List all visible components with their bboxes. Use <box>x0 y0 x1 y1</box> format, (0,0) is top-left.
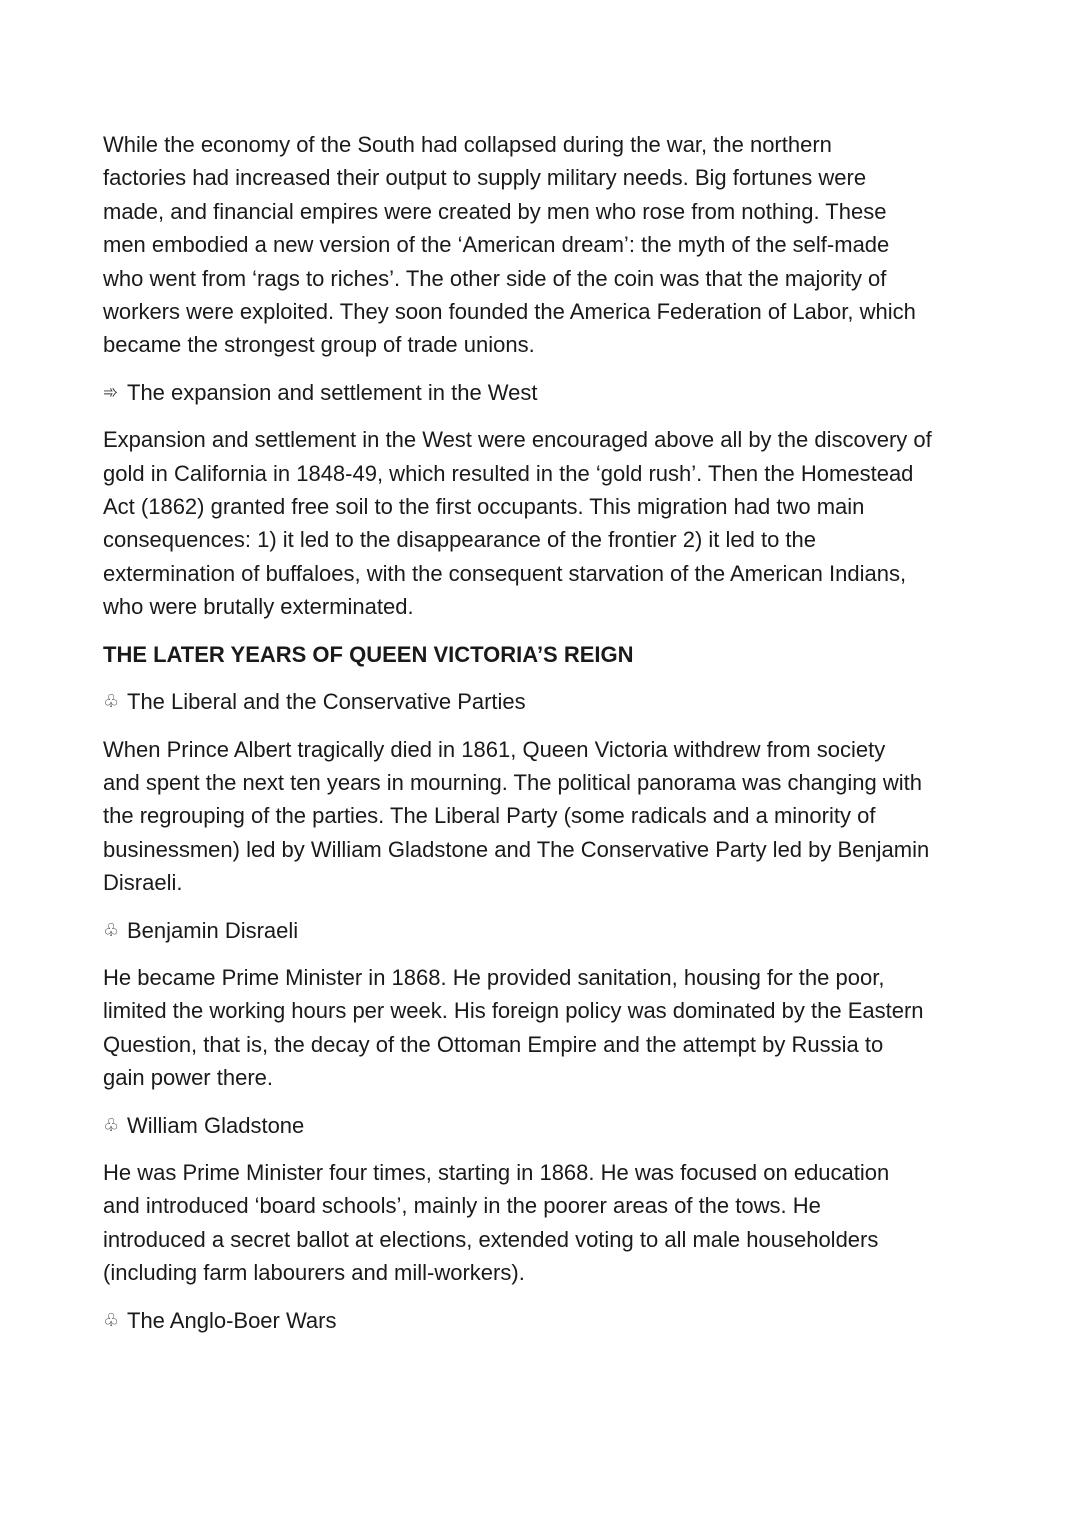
text-line: workers were exploited. They soon founded the America Federation of Labor, which <box>103 299 916 325</box>
text-line: gain power there. <box>103 1065 273 1091</box>
text-line: became the strongest group of trade unions. <box>103 332 535 358</box>
text-line: introduced a secret ballot at elections, extended voting to all male householders <box>103 1226 879 1252</box>
subheading-label: Benjamin Disraeli <box>127 917 299 943</box>
subheading-gladstone <box>103 1109 993 1142</box>
text-line: consequences: 1) it led to the disappearance of the frontier 2) it led to the <box>103 527 817 553</box>
text-line: businessmen) led by William Gladstone and The Conservative Party led by Benjamin <box>103 836 930 862</box>
text-line: gold in California in 1848-49, which resulted in the ‘gold rush’. Then the Homestead <box>103 460 914 486</box>
text-line: the regrouping of the parties. The Liberal Party (some radicals and a minority of <box>103 803 876 829</box>
text-line: He was Prime Minister four times, starting in 1868. He was focused on education <box>103 1159 890 1185</box>
subheading-disraeli <box>103 914 993 947</box>
text-line: who were brutally exterminated. <box>103 594 414 620</box>
document-page <box>103 128 993 1351</box>
text-line: and spent the next ten years in mourning. The political panorama was changing with <box>103 769 922 795</box>
paragraph-north-economy <box>103 128 993 362</box>
club-bullet-icon: ♧ <box>103 691 120 713</box>
subheading-west-expansion <box>103 376 993 409</box>
subheading-label: William Gladstone <box>127 1112 305 1138</box>
text-line: made, and financial empires were created by men who rose from nothing. These <box>103 198 887 224</box>
text-line: extermination of buffaloes, with the consequent starvation of the American Indians, <box>103 560 907 586</box>
text-line: men embodied a new version of the ‘American dream’: the myth of the self-made <box>103 232 890 258</box>
paragraph-gladstone <box>103 1156 993 1290</box>
text-line: While the economy of the South had collapsed during the war, the northern <box>103 132 832 157</box>
text-line: Question, that is, the decay of the Ottoman Empire and the attempt by Russia to <box>103 1031 884 1057</box>
text-line: Disraeli. <box>103 870 183 896</box>
subheading-boer-wars <box>103 1304 993 1337</box>
paragraph-parties <box>103 733 993 900</box>
text-line: He became Prime Minister in 1868. He provided sanitation, housing for the poor, <box>103 964 885 990</box>
club-bullet-icon: ♧ <box>103 1309 120 1331</box>
subheading-label: The Anglo-Boer Wars <box>127 1307 337 1333</box>
paragraph-west-expansion <box>103 423 993 623</box>
text-line: limited the working hours per week. His foreign policy was dominated by the Eastern <box>103 998 924 1024</box>
paragraph-disraeli <box>103 961 993 1095</box>
subheading-label: The expansion and settlement in the West <box>127 379 538 405</box>
text-line: When Prince Albert tragically died in 1861, Queen Victoria withdrew from society <box>103 736 886 762</box>
text-line: who went from ‘rags to riches’. The other side of the coin was that the majority of <box>103 265 887 291</box>
club-bullet-icon: ♧ <box>103 919 120 941</box>
text-line: Act (1862) granted free soil to the first occupants. This migration had two main <box>103 494 865 520</box>
text-line: factories had increased their output to supply military needs. Big fortunes were <box>103 165 867 191</box>
club-bullet-icon: ♧ <box>103 1114 120 1136</box>
arrow-bullet-icon: ➾ <box>103 382 117 404</box>
text-line: and introduced ‘board schools’, mainly in the poorer areas of the tows. He <box>103 1193 821 1219</box>
subheading-label: The Liberal and the Conservative Parties <box>127 689 526 715</box>
subheading-parties <box>103 685 993 718</box>
text-line: Expansion and settlement in the West were encouraged above all by the discovery of <box>103 427 932 453</box>
text-line: (including farm labourers and mill-workers). <box>103 1260 525 1286</box>
section-title: THE LATER YEARS OF QUEEN VICTORIA’S REIGN <box>103 641 634 667</box>
